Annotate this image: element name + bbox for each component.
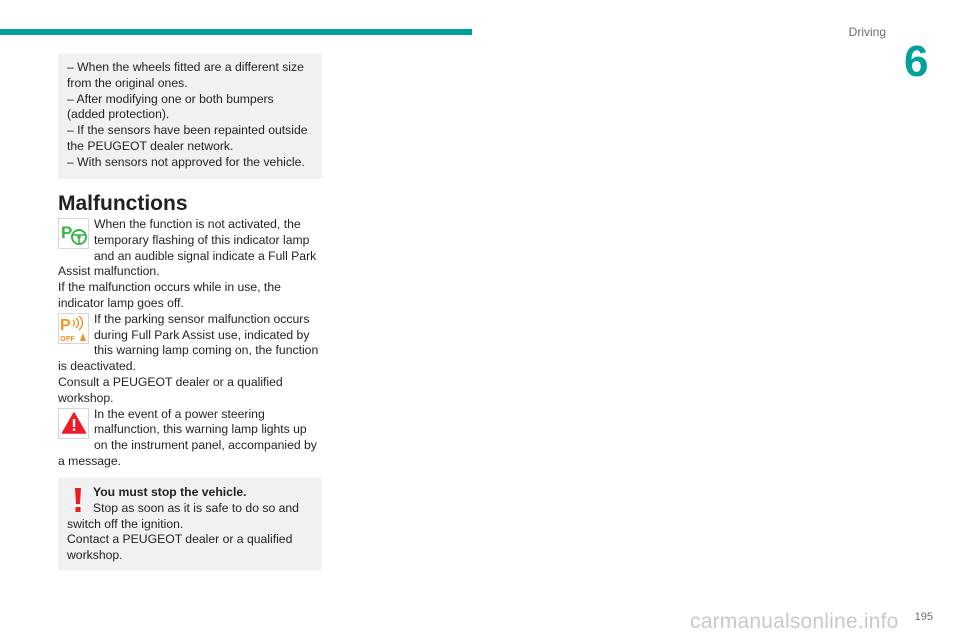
condition-line: – With sensors not approved for the vehicle.	[67, 154, 305, 169]
warning-line: Contact a PEUGEOT dealer or a qualified workshop.	[67, 532, 293, 563]
condition-line: – If the sensors have been repainted outside the PEUGEOT dealer network.	[67, 123, 308, 153]
page-number: 195	[914, 611, 933, 623]
warning-line: Stop as soon as it is safe to do so and switch off the ignition.	[67, 500, 299, 531]
condition-line: – After modifying one or both bumpers (added protection).	[67, 91, 274, 122]
header-accent-bar	[0, 29, 472, 35]
malfunction-item	[58, 312, 322, 407]
svg-text:P: P	[60, 316, 71, 334]
warning-title: You must stop the vehicle.	[93, 485, 247, 499]
malfunction-item	[58, 407, 322, 470]
section-heading: Malfunctions	[58, 192, 188, 215]
chapter-number: 6	[904, 37, 929, 86]
body-paragraph: If the parking sensor malfunction occurs during Full Park Assist use, indicated by this warning lamp coming on, the function is deactivated.	[58, 311, 319, 374]
conditions-box	[58, 54, 322, 179]
svg-text:P: P	[60, 222, 72, 242]
body-paragraph: In the event of a power steering malfunction, this warning lamp lights up on the instrument panel, accompanied by a message.	[58, 406, 317, 468]
off-label: OFF	[60, 333, 75, 343]
stop-vehicle-warning-box	[58, 478, 322, 570]
body-paragraph: Consult a PEUGEOT dealer or a qualified workshop.	[58, 374, 283, 405]
malfunction-item	[58, 217, 322, 312]
exclamation-icon	[67, 487, 89, 515]
condition-line: – When the wheels fitted are a different size from the original ones.	[67, 60, 304, 90]
parking-sensor-off-warning-icon	[58, 313, 89, 344]
body-paragraph: If the malfunction occurs while in use, the indicator lamp goes off.	[58, 280, 281, 310]
park-assist-steering-indicator-icon	[58, 218, 89, 249]
body-paragraph: When the function is not activated, the temporary flashing of this indicator lamp and an audible signal indicate a Full Park Assist malfunction.	[58, 217, 317, 279]
malfunctions-body	[58, 217, 322, 470]
watermark: carmanualsonline.info	[690, 610, 899, 633]
chapter-label: Driving	[848, 25, 886, 39]
warning-triangle-icon	[58, 408, 89, 439]
